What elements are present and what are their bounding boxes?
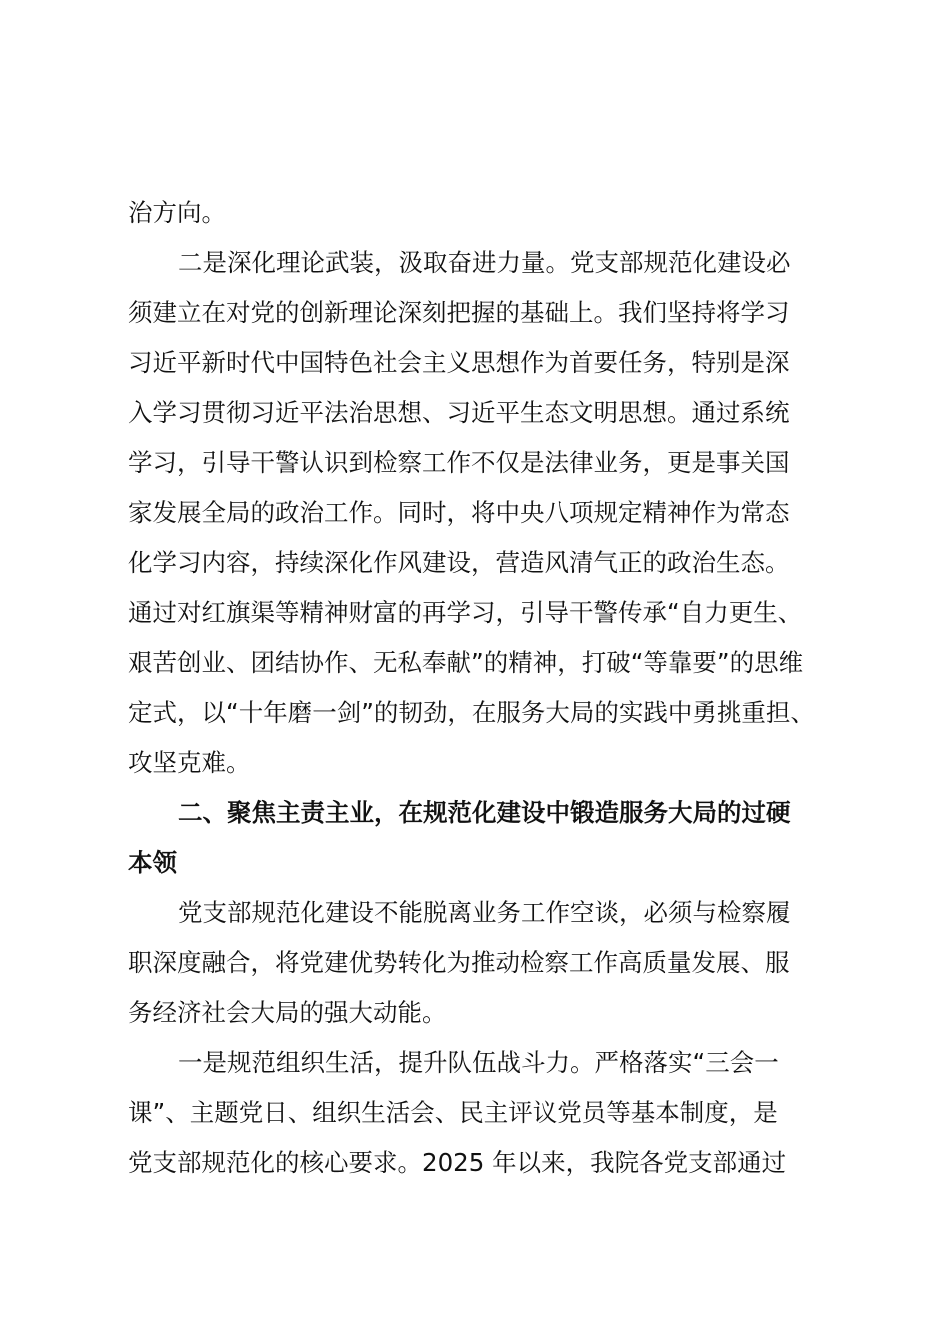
text-line-5: 入学习贯彻习近平法治思想、习近平生态文明思想。通过系统 (128, 398, 790, 427)
paragraph-3-first-line: 党支部规范化建设不能脱离业务工作空谈，必须与检察履 (178, 898, 791, 927)
text-line-19: 课”、主题党日、组织生活会、民主评议党员等基本制度，是 (128, 1098, 778, 1127)
text-line-8: 化学习内容，持续深化作风建设，营造风清气正的政治生态。 (128, 548, 790, 577)
text-line-16: 职深度融合，将党建优势转化为推动检察工作高质量发展、服 (128, 948, 790, 977)
text-line-6: 学习，引导干警认识到检察工作不仅是法律业务，更是事关国 (128, 448, 790, 477)
section-heading-line-2: 本领 (128, 848, 177, 877)
section-heading-line-1: 二、聚焦主责主业，在规范化建设中锻造服务大局的过硬 (178, 798, 791, 827)
text-line-9: 通过对红旗渠等精神财富的再学习，引导干警传承“自力更生、 (128, 598, 803, 627)
text-line-1: 治方向。 (128, 198, 226, 227)
paragraph-2-first-line: 二是深化理论武装，汲取奋进力量。党支部规范化建设必 (178, 248, 791, 277)
text-line-3: 须建立在对党的创新理论深刻把握的基础上。我们坚持将学习 (128, 298, 790, 327)
text-line-12: 攻坚克难。 (128, 748, 251, 777)
text-line-7: 家发展全局的政治工作。同时，将中央八项规定精神作为常态 (128, 498, 790, 527)
text-line-20: 党支部规范化的核心要求。2025 年以来，我院各党支部通过 (128, 1148, 787, 1177)
text-line-11: 定式，以“十年磨一剑”的韧劲，在服务大局的实践中勇挑重担、 (128, 698, 815, 727)
paragraph-4-first-line: 一是规范组织生活，提升队伍战斗力。严格落实“三会一 (178, 1048, 779, 1077)
text-line-10: 艰苦创业、团结协作、无私奉献”的精神，打破“等靠要”的思维 (128, 648, 804, 677)
text-line-17: 务经济社会大局的强大动能。 (128, 998, 447, 1027)
text-line-4: 习近平新时代中国特色社会主义思想作为首要任务，特别是深 (128, 348, 790, 377)
